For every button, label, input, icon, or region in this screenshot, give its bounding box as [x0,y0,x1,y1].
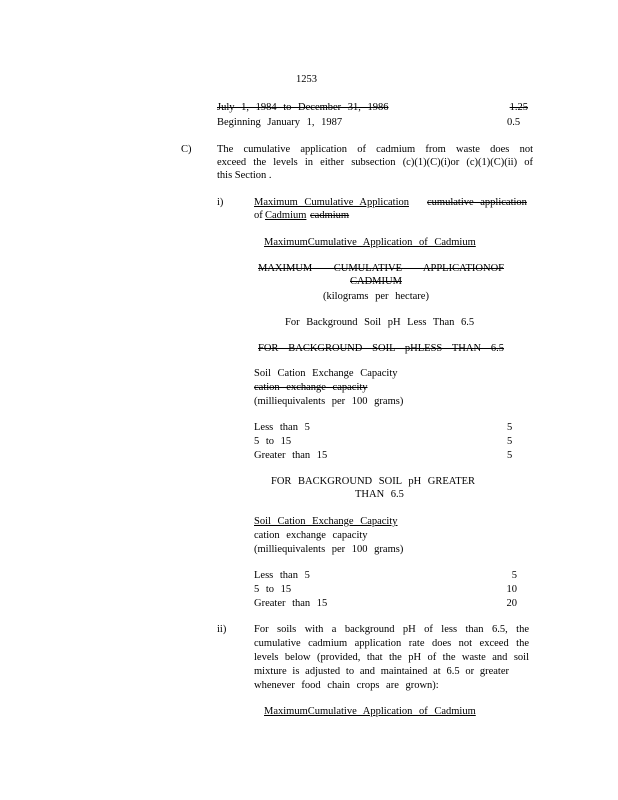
group-2-row-2-value: 10 [506,584,517,595]
group-2-row-3-value: 20 [506,598,517,609]
group-1-col-new: Soil Cation Exchange Capacity [254,368,398,379]
group-2-heading-1: FOR BACKGROUND SOIL pH GREATER [271,476,476,487]
table-title-new: MaximumCumulative Application of Cadmium [264,237,476,248]
section-c-line-2: exceed the levels in either subsection (c)(1)(C)(i)or (c)(1)(C)(ii) of [217,157,533,168]
group-1-row-3-label: Greater than 15 [254,450,328,461]
group-1-heading-new: For Background Soil pH Less Than 6.5 [285,317,475,328]
group-1-row-3-value: 5 [507,450,513,461]
group-2-heading-2: THAN 6.5 [355,489,404,500]
group-2-row-1-label: Less than 5 [254,570,310,581]
item-ii-line-5: whenever food chain crops are grown): [254,680,439,691]
group-2-row-3-label: Greater than 15 [254,598,328,609]
group-2-col-old: cation exchange capacity [254,530,368,541]
item-ii-line-1: For soils with a background pH of less than 6.5, the [254,624,529,635]
group-1-heading-old: FOR BACKGROUND SOIL pHLESS THAN 6.5 [258,343,504,354]
page-number: 1253 [296,74,317,85]
item-ii-line-3: levels below (provided, that the pH of the waste and soil [254,652,529,663]
item-ii-line-4: mixture is adjusted to and maintained at 6.5 or greater [254,666,509,677]
item-ii-table-title: MaximumCumulative Application of Cadmium [264,706,476,717]
item-i-line-2-new: Cadmium [265,210,307,221]
item-i-marker: i) [217,197,224,208]
schedule-row-2-value: 0.5 [507,117,521,128]
group-2-row-2-label: 5 to 15 [254,584,292,595]
table-title-old-1: MAXIMUM CUMULATIVE APPLICATIONOF [258,263,504,274]
table-title-old-2: CADMIUM [350,276,402,287]
item-i-line-1-new: Maximum Cumulative Application [254,197,409,208]
group-1-row-1-label: Less than 5 [254,422,310,433]
item-i-line-1-old: cumulative application [427,197,527,208]
group-1-row-2-label: 5 to 15 [254,436,292,447]
group-1-col-units: (milliequivalents per 100 grams) [254,396,404,407]
section-c-marker: C) [181,144,192,155]
item-ii-line-2: cumulative cadmium application rate does not exceed the [254,638,529,649]
section-c-line-3: this Section . [217,170,272,181]
group-2-col-new: Soil Cation Exchange Capacity [254,516,398,527]
item-i-line-2-of: of [254,210,263,221]
section-c-line-1: The cumulative application of cadmium from waste does not [217,144,533,155]
group-2-col-units: (milliequivalents per 100 grams) [254,544,404,555]
group-2-row-1-value: 5 [511,570,517,581]
item-ii-marker: ii) [217,624,227,635]
item-i-line-2-old: cadmium [310,210,350,221]
schedule-row-1-value: 1.25 [509,102,528,113]
schedule-row-1-label: July 1, 1984 to December 31, 1986 [217,102,389,113]
group-1-row-2-value: 5 [507,436,513,447]
group-1-col-old: cation exchange capacity [254,382,368,393]
group-1-row-1-value: 5 [507,422,513,433]
table-units: (kilograms per hectare) [323,291,429,302]
schedule-row-2-label: Beginning January 1, 1987 [217,117,343,128]
